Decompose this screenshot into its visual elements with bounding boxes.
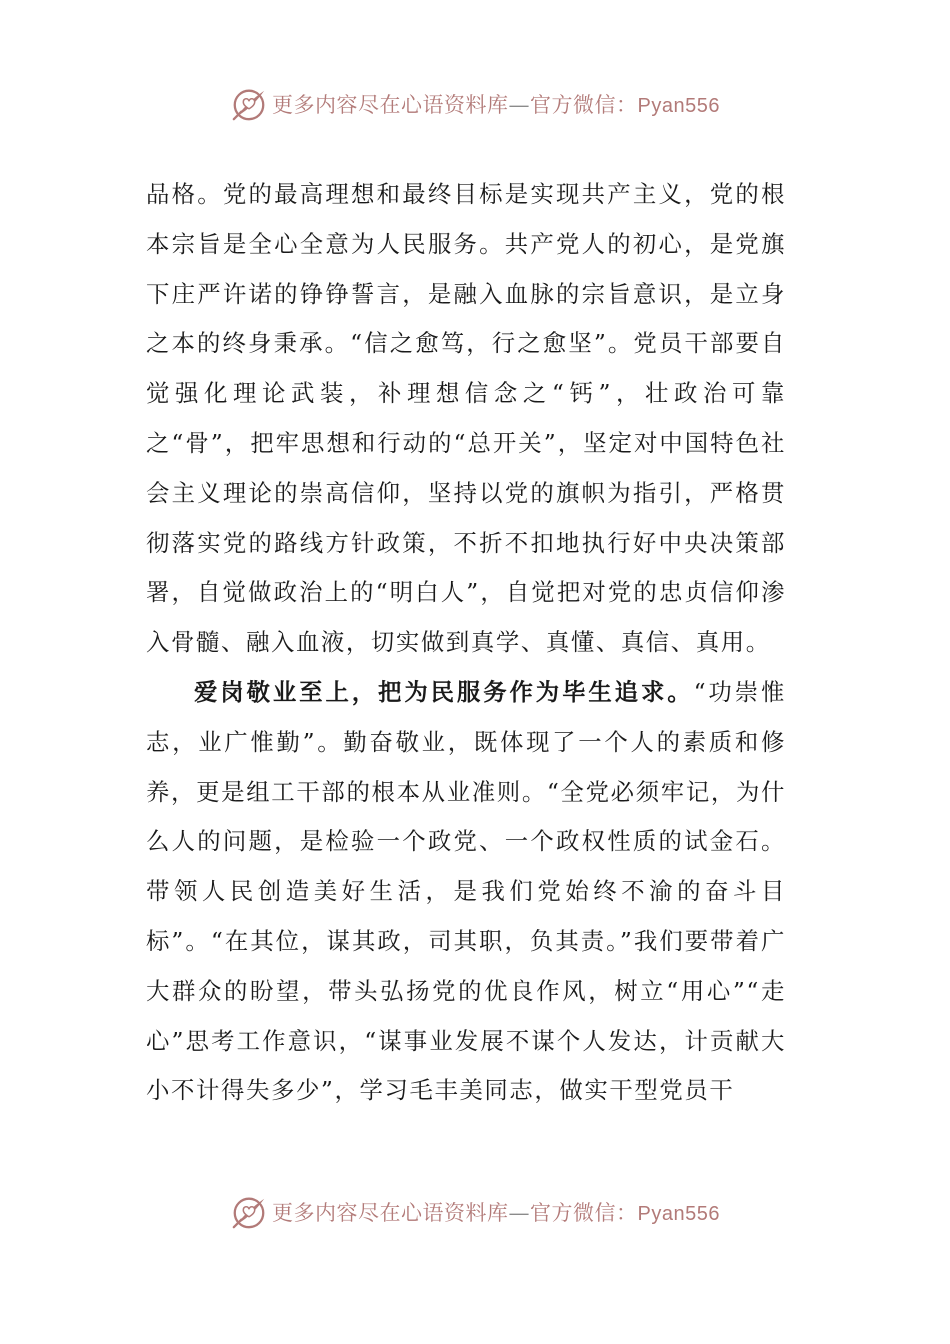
quill-heart-logo-icon xyxy=(230,85,268,123)
footer-watermark xyxy=(0,1192,950,1232)
watermark-brand: 更多内容尽在心语资料库 xyxy=(272,93,509,117)
watermark-separator: — xyxy=(508,93,531,117)
watermark-separator: — xyxy=(508,1201,531,1225)
paragraph-1: 品格。党的最高理想和最终目标是实现共产主义，党的根本宗旨是全心全意为人民服务。共产党人的初心，是党旗下庄严许诺的铮铮誓言，是融入血脉的宗旨意识，是立身之本的终身秉承。“信之愈笃，行之愈坚”。党员干部要自觉强化理论武装，补理想信念之“钙”，壮政治可靠之“骨”，把牢思想和行动的“总开关”，坚定对中国特色社会主义理论的崇高信仰，坚持以党的旗帜为指引，严格贯彻落实党的路线方针政策，不折不扣地执行好中央决策部署，自觉做政治上的“明白人”，自觉把对党的忠贞信仰渗入骨髓、融入血液，切实做到真学、真懂、真信、真用。 xyxy=(146,180,786,657)
quill-heart-logo-icon xyxy=(230,1193,268,1231)
watermark-wechat-label: 官方微信： xyxy=(530,93,638,117)
document-body xyxy=(146,170,786,1116)
paragraph-2-lead: 爱岗敬业至上，把为民服务作为毕生追求。 xyxy=(194,677,694,706)
watermark-wechat-id: Pyan556 xyxy=(637,95,720,117)
header-watermark xyxy=(0,84,950,124)
watermark-text xyxy=(272,89,720,119)
paragraph-2-text: “功崇惟志，业广惟勤”。勤奋敬业，既体现了一个人的素质和修养，更是组工干部的根本从业准则。“全党必须牢记，为什么人的问题，是检验一个政党、一个政权性质的试金石。带领人民创造美好生活，是我们党始终不渝的奋斗目标”。“在其位，谋其政，司其职，负其责。”我们要带着广大群众的盼望，带头弘扬党的优良作风，树立“用心”“走心”思考工作意识，“谋事业发展不谋个人发达，计贡献大小不计得失多少”，学习毛丰美同志，做实干型党员干 xyxy=(146,677,786,1105)
watermark-wechat-label: 官方微信： xyxy=(530,1201,638,1225)
watermark-text xyxy=(272,1197,720,1227)
watermark-brand: 更多内容尽在心语资料库 xyxy=(272,1201,509,1225)
watermark-wechat-id: Pyan556 xyxy=(637,1203,720,1225)
paragraph-2 xyxy=(146,668,786,1116)
